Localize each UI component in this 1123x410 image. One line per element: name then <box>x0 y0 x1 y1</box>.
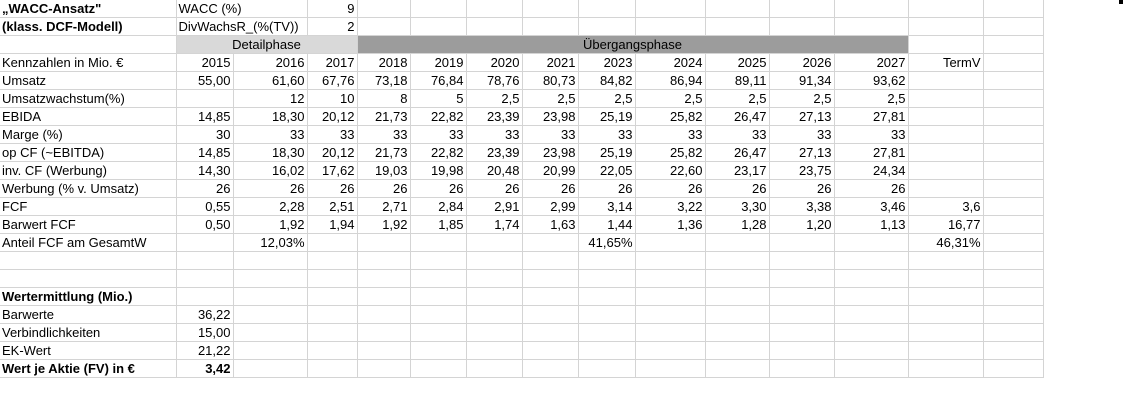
share-termv[interactable]: 46,31% <box>908 234 983 252</box>
cell-value[interactable]: 2,5 <box>578 90 635 108</box>
cell-value[interactable]: 17,62 <box>307 162 357 180</box>
row-label[interactable]: Barwert FCF <box>0 216 176 234</box>
year-header[interactable]: 2024 <box>635 54 705 72</box>
year-header[interactable]: 2025 <box>705 54 769 72</box>
cell-value[interactable]: 27,13 <box>769 108 834 126</box>
cell-value[interactable]: 26 <box>466 180 522 198</box>
cell-value[interactable]: 1,92 <box>233 216 307 234</box>
cell-value[interactable]: 33 <box>834 126 908 144</box>
year-header[interactable]: TermV <box>908 54 983 72</box>
cell-value[interactable]: 22,82 <box>410 108 466 126</box>
cell-value[interactable]: 20,12 <box>307 144 357 162</box>
cell-value[interactable]: 0,50 <box>176 216 233 234</box>
cell-value[interactable]: 5 <box>410 90 466 108</box>
row-label[interactable]: EBIDA <box>0 108 176 126</box>
cell-value[interactable]: 26 <box>834 180 908 198</box>
cell-value[interactable] <box>908 108 983 126</box>
cell-value[interactable]: 25,82 <box>635 108 705 126</box>
cell-value[interactable]: 24,34 <box>834 162 908 180</box>
cell-value[interactable]: 25,19 <box>578 108 635 126</box>
cell-value[interactable]: 0,55 <box>176 198 233 216</box>
cell-value[interactable]: 3,46 <box>834 198 908 216</box>
value-per-share[interactable]: 3,42 <box>176 360 233 378</box>
valuation-label[interactable]: Barwerte <box>0 306 176 324</box>
cell-value[interactable]: 1,20 <box>769 216 834 234</box>
cell-value[interactable]: 89,11 <box>705 72 769 90</box>
cell-value[interactable]: 26 <box>635 180 705 198</box>
cell-value[interactable]: 91,34 <box>769 72 834 90</box>
cell-value[interactable]: 3,30 <box>705 198 769 216</box>
cell-value[interactable] <box>908 90 983 108</box>
cell-value[interactable]: 1,92 <box>357 216 410 234</box>
cell-value[interactable]: 93,62 <box>834 72 908 90</box>
row-label[interactable]: inv. CF (Werbung) <box>0 162 176 180</box>
cell-value[interactable]: 12 <box>233 90 307 108</box>
cell-value[interactable] <box>908 144 983 162</box>
cell-value[interactable]: 14,30 <box>176 162 233 180</box>
cell-value[interactable]: 76,84 <box>410 72 466 90</box>
year-header[interactable]: 2016 <box>233 54 307 72</box>
cell-value[interactable]: 30 <box>176 126 233 144</box>
cell-value[interactable]: 2,5 <box>834 90 908 108</box>
cell-value[interactable]: 2,84 <box>410 198 466 216</box>
metrics-header[interactable]: Kennzahlen in Mio. € <box>0 54 176 72</box>
column-header-row <box>0 54 1043 72</box>
year-header[interactable]: 2027 <box>834 54 908 72</box>
cell-value[interactable]: 10 <box>307 90 357 108</box>
cell-value[interactable]: 19,03 <box>357 162 410 180</box>
cell-value[interactable]: 2,5 <box>522 90 578 108</box>
div-growth-label[interactable]: DivWachsR_(%(TV)) <box>176 18 307 36</box>
valuation-row <box>0 306 1043 324</box>
cell-value[interactable]: 23,75 <box>769 162 834 180</box>
cell-value[interactable]: 33 <box>410 126 466 144</box>
share-transition[interactable]: 41,65% <box>578 234 635 252</box>
share-label[interactable]: Anteil FCF am GesamtW <box>0 234 176 252</box>
transition-phase-header[interactable]: Übergangsphase <box>357 36 908 54</box>
cell-value[interactable]: 20,12 <box>307 108 357 126</box>
cell-value[interactable]: 1,13 <box>834 216 908 234</box>
row-label[interactable]: Marge (%) <box>0 126 176 144</box>
cell-value[interactable]: 2,71 <box>357 198 410 216</box>
cell-value[interactable]: 3,6 <box>908 198 983 216</box>
cell-value[interactable]: 27,13 <box>769 144 834 162</box>
table-row <box>0 162 1043 180</box>
value-per-share-label[interactable]: Wert je Aktie (FV) in € <box>0 360 176 378</box>
cell-value[interactable] <box>908 126 983 144</box>
cell-value[interactable]: 33 <box>578 126 635 144</box>
cell-value[interactable]: 33 <box>307 126 357 144</box>
cell-value[interactable]: 26 <box>769 180 834 198</box>
valuation-label[interactable]: EK-Wert <box>0 342 176 360</box>
empty-row <box>0 252 1043 270</box>
year-header[interactable]: 2021 <box>522 54 578 72</box>
cell-value[interactable]: 18,30 <box>233 144 307 162</box>
cell-value[interactable]: 26 <box>578 180 635 198</box>
cell-value[interactable]: 2,5 <box>635 90 705 108</box>
table-row <box>0 216 1043 234</box>
cell-value[interactable]: 26 <box>176 180 233 198</box>
cell-value[interactable]: 26,47 <box>705 108 769 126</box>
cell-value[interactable]: 1,28 <box>705 216 769 234</box>
cell-value[interactable]: 1,94 <box>307 216 357 234</box>
cell-value[interactable]: 16,02 <box>233 162 307 180</box>
valuation-title[interactable]: Wertermittlung (Mio.) <box>0 288 176 306</box>
cell-value[interactable]: 3,38 <box>769 198 834 216</box>
cell-value[interactable]: 86,94 <box>635 72 705 90</box>
cell-value[interactable]: 23,39 <box>466 108 522 126</box>
cell-value[interactable]: 2,5 <box>769 90 834 108</box>
cell-value[interactable]: 3,14 <box>578 198 635 216</box>
cell-value[interactable]: 1,44 <box>578 216 635 234</box>
year-header[interactable]: 2023 <box>578 54 635 72</box>
cell-value[interactable]: 26,47 <box>705 144 769 162</box>
year-header[interactable]: 2017 <box>307 54 357 72</box>
cell-value[interactable]: 25,19 <box>578 144 635 162</box>
row-label[interactable]: Werbung (% v. Umsatz) <box>0 180 176 198</box>
cell-value[interactable]: 1,74 <box>466 216 522 234</box>
table-row <box>0 198 1043 216</box>
year-header[interactable]: 2018 <box>357 54 410 72</box>
cell-value[interactable]: 18,30 <box>233 108 307 126</box>
cell-value[interactable]: 26 <box>233 180 307 198</box>
cell-value[interactable]: 8 <box>357 90 410 108</box>
cell-value[interactable]: 25,82 <box>635 144 705 162</box>
table-row <box>0 144 1043 162</box>
cell-value[interactable]: 1,36 <box>635 216 705 234</box>
valuation-value[interactable]: 36,22 <box>176 306 233 324</box>
cell-value[interactable]: 22,05 <box>578 162 635 180</box>
row-label[interactable]: Umsatz <box>0 72 176 90</box>
cell-value[interactable]: 20,99 <box>522 162 578 180</box>
valuation-label[interactable]: Verbindlichkeiten <box>0 324 176 342</box>
row-label[interactable]: FCF <box>0 198 176 216</box>
share-row <box>0 234 1043 252</box>
cell-value[interactable]: 26 <box>705 180 769 198</box>
cell-value[interactable] <box>908 72 983 90</box>
cell-value[interactable]: 33 <box>522 126 578 144</box>
cell-value[interactable]: 22,82 <box>410 144 466 162</box>
cell-value[interactable]: 2,99 <box>522 198 578 216</box>
cell-value[interactable]: 2,91 <box>466 198 522 216</box>
cell-value[interactable]: 23,98 <box>522 108 578 126</box>
corner-marker <box>1119 0 1123 4</box>
cell-value[interactable]: 80,73 <box>522 72 578 90</box>
cell-value[interactable]: 22,60 <box>635 162 705 180</box>
cell-value[interactable]: 16,77 <box>908 216 983 234</box>
table-row <box>0 108 1043 126</box>
valuation-row <box>0 324 1043 342</box>
cell-value[interactable]: 19,98 <box>410 162 466 180</box>
detail-phase-header[interactable]: Detailphase <box>176 36 357 54</box>
share-detail[interactable]: 12,03% <box>233 234 307 252</box>
table-row <box>0 126 1043 144</box>
year-header[interactable]: 2019 <box>410 54 466 72</box>
year-header[interactable]: 2020 <box>466 54 522 72</box>
row-label[interactable]: op CF (~EBITDA) <box>0 144 176 162</box>
cell-value[interactable]: 84,82 <box>578 72 635 90</box>
div-growth-value[interactable]: 2 <box>307 18 357 36</box>
cell-value[interactable]: 61,60 <box>233 72 307 90</box>
cell-value[interactable] <box>908 162 983 180</box>
cell-value[interactable]: 23,17 <box>705 162 769 180</box>
model-subtitle[interactable]: (klass. DCF-Modell) <box>0 18 176 36</box>
table-row <box>0 90 1043 108</box>
cell-value[interactable]: 3,22 <box>635 198 705 216</box>
cell-value[interactable] <box>176 90 233 108</box>
valuation-value[interactable]: 15,00 <box>176 324 233 342</box>
cell-value[interactable]: 23,98 <box>522 144 578 162</box>
model-title[interactable]: „WACC-Ansatz" <box>0 0 176 18</box>
cell-value[interactable]: 2,28 <box>233 198 307 216</box>
cell-value[interactable]: 55,00 <box>176 72 233 90</box>
cell-value[interactable]: 26 <box>410 180 466 198</box>
valuation-value[interactable]: 21,22 <box>176 342 233 360</box>
cell-value[interactable]: 1,85 <box>410 216 466 234</box>
cell-value[interactable]: 26 <box>522 180 578 198</box>
empty-row <box>0 270 1043 288</box>
cell-value[interactable]: 73,18 <box>357 72 410 90</box>
year-header[interactable]: 2026 <box>769 54 834 72</box>
cell-value[interactable]: 33 <box>705 126 769 144</box>
cell-value[interactable]: 67,76 <box>307 72 357 90</box>
cell-value[interactable]: 23,39 <box>466 144 522 162</box>
cell-value[interactable]: 20,48 <box>466 162 522 180</box>
cell-value[interactable]: 1,63 <box>522 216 578 234</box>
table-row <box>0 180 1043 198</box>
cell-value[interactable]: 27,81 <box>834 108 908 126</box>
cell-value[interactable]: 78,76 <box>466 72 522 90</box>
cell-value[interactable]: 2,51 <box>307 198 357 216</box>
cell-value[interactable] <box>908 180 983 198</box>
cell-value[interactable]: 33 <box>635 126 705 144</box>
wacc-value[interactable]: 9 <box>307 0 357 18</box>
valuation-row <box>0 342 1043 360</box>
cell-value[interactable]: 33 <box>233 126 307 144</box>
cell-value[interactable]: 2,5 <box>466 90 522 108</box>
cell-value[interactable]: 21,73 <box>357 108 410 126</box>
cell-value[interactable]: 2,5 <box>705 90 769 108</box>
row-label[interactable]: Umsatzwachstum(%) <box>0 90 176 108</box>
cell-value[interactable]: 27,81 <box>834 144 908 162</box>
cell-value[interactable]: 26 <box>307 180 357 198</box>
cell-value[interactable]: 33 <box>466 126 522 144</box>
cell-value[interactable]: 14,85 <box>176 108 233 126</box>
year-header[interactable]: 2015 <box>176 54 233 72</box>
cell-value[interactable]: 14,85 <box>176 144 233 162</box>
wacc-label[interactable]: WACC (%) <box>176 0 307 18</box>
cell-value[interactable]: 26 <box>357 180 410 198</box>
cell-value[interactable]: 33 <box>769 126 834 144</box>
table-row <box>0 72 1043 90</box>
cell-value[interactable]: 33 <box>357 126 410 144</box>
cell-value[interactable]: 21,73 <box>357 144 410 162</box>
